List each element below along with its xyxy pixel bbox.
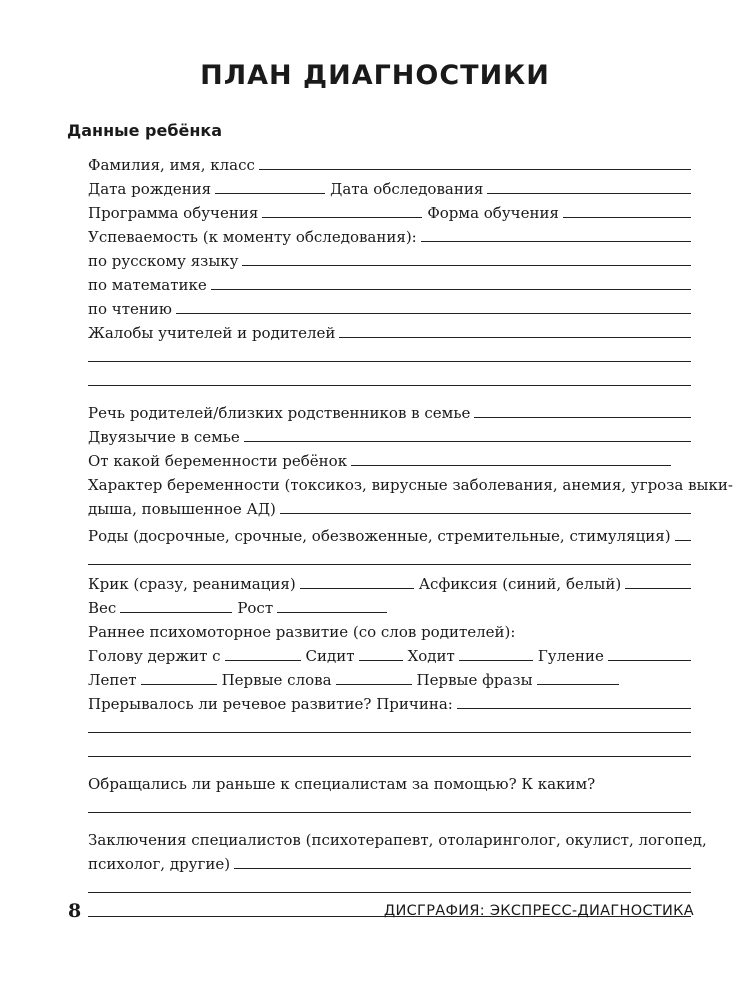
form-row <box>88 713 691 737</box>
field-label: Фамилия, имя, класс <box>88 156 255 174</box>
field-label: дыша, повышенное АД) <box>88 500 276 518</box>
field-label: Двуязычие в семье <box>88 428 240 446</box>
form-row <box>88 518 691 545</box>
birth-field[interactable] <box>675 540 691 541</box>
form-row <box>88 318 691 342</box>
field-label: Гуление <box>537 647 604 665</box>
field-label: по русскому языку <box>88 252 239 270</box>
pregnancy-number-field[interactable] <box>351 465 671 466</box>
field-label: Ходит <box>407 647 455 665</box>
field-label: Первые фразы <box>416 671 533 689</box>
complaints-field-line[interactable] <box>88 385 691 386</box>
field-label: Заключения специалистов (психотерапевт, отоларинголог, окулист, логопед, <box>88 831 707 849</box>
weight-field[interactable] <box>120 612 232 613</box>
field-label: Успеваемость (к моменту обследования): <box>88 228 417 246</box>
complaints-field[interactable] <box>339 337 691 338</box>
conclusions-field-line[interactable] <box>88 892 691 893</box>
study-form-field[interactable] <box>563 217 691 218</box>
walks-field[interactable] <box>459 660 533 661</box>
first-phrases-field[interactable] <box>537 684 619 685</box>
form-row <box>88 294 691 318</box>
form-row <box>88 342 691 366</box>
field-label: Сидит <box>305 647 355 665</box>
form-row <box>88 366 691 390</box>
form-row <box>88 593 691 617</box>
running-title: ДИСГРАФИЯ: ЭКСПРЕСС-ДИАГНОСТИКА <box>383 903 694 919</box>
field-label: От какой беременности ребёнок <box>88 452 348 470</box>
field-label: по чтению <box>88 300 172 318</box>
field-label: психолог, другие) <box>88 855 231 873</box>
conclusions-field[interactable] <box>234 868 691 869</box>
exam-date-field[interactable] <box>487 193 691 194</box>
cooing-field[interactable] <box>608 660 691 661</box>
form-row <box>88 174 691 198</box>
form-row <box>88 873 691 897</box>
field-label: Голову держит с <box>88 647 221 665</box>
form-row <box>88 446 691 470</box>
speech-interrupted-field-line[interactable] <box>88 732 691 733</box>
babbling-field[interactable] <box>141 684 217 685</box>
page-title: ПЛАН ДИАГНОСТИКИ <box>200 60 550 91</box>
birth-date-field[interactable] <box>215 193 325 194</box>
form-row <box>88 222 691 246</box>
form-row <box>88 470 733 494</box>
form-row <box>88 737 691 761</box>
bilingual-field[interactable] <box>244 441 691 442</box>
form-row <box>88 422 691 446</box>
field-label: Лепет <box>88 671 137 689</box>
field-label: Крик (сразу, реанимация) <box>88 575 296 593</box>
cry-field[interactable] <box>300 588 414 589</box>
form-row <box>88 641 691 665</box>
complaints-field-line[interactable] <box>88 361 691 362</box>
asphyxia-field[interactable] <box>625 588 691 589</box>
field-label: Вес <box>88 599 117 617</box>
field-label: Раннее психомоторное развитие (со слов родителей): <box>88 623 516 641</box>
field-label: Рост <box>237 599 274 617</box>
speech-interrupted-field[interactable] <box>457 708 691 709</box>
family-speech-field[interactable] <box>474 417 691 418</box>
first-words-field[interactable] <box>336 684 412 685</box>
diagnostic-form <box>88 150 733 921</box>
form-row <box>88 665 691 689</box>
progress-field[interactable] <box>421 241 691 242</box>
form-row <box>88 569 691 593</box>
field-label: Роды (досрочные, срочные, обезвоженные, стремительные, стимуляция) <box>88 527 671 545</box>
page-number: 8 <box>68 900 82 922</box>
specialists-field-line[interactable] <box>88 812 691 813</box>
birth-field-line[interactable] <box>88 564 691 565</box>
form-row <box>88 825 707 849</box>
field-label: Дата рождения <box>88 180 212 198</box>
holds-head-field[interactable] <box>225 660 301 661</box>
field-label: Жалобы учителей и родителей <box>88 324 336 342</box>
form-row <box>88 689 691 713</box>
field-label: Характер беременности (токсикоз, вирусные заболевания, анемия, угроза выки- <box>88 476 733 494</box>
form-row <box>88 849 691 873</box>
pregnancy-nature-field[interactable] <box>280 513 691 514</box>
speech-interrupted-field-line[interactable] <box>88 756 691 757</box>
form-row <box>88 545 691 569</box>
field-label: Дата обследования <box>330 180 484 198</box>
russian-grade-field[interactable] <box>242 265 691 266</box>
form-row <box>88 769 691 793</box>
form-row <box>88 246 691 270</box>
field-label: Асфиксия (синий, белый) <box>418 575 622 593</box>
program-field[interactable] <box>262 217 422 218</box>
name-class-field[interactable] <box>259 169 691 170</box>
form-row <box>88 793 691 817</box>
form-row <box>88 494 691 518</box>
field-label: Форма обучения <box>427 204 559 222</box>
field-label: Речь родителей/близких родственников в семье <box>88 404 471 422</box>
form-row <box>88 617 691 641</box>
form-row <box>88 198 691 222</box>
sits-field[interactable] <box>359 660 403 661</box>
field-label: Прерывалось ли речевое развитие? Причина: <box>88 695 453 713</box>
reading-grade-field[interactable] <box>176 313 691 314</box>
field-label: Обращались ли раньше к специалистам за помощью? К каким? <box>88 775 596 793</box>
form-row <box>88 150 691 174</box>
form-row <box>88 398 691 422</box>
field-label: Первые слова <box>221 671 332 689</box>
height-field[interactable] <box>277 612 387 613</box>
field-label: Программа обучения <box>88 204 259 222</box>
math-grade-field[interactable] <box>211 289 691 290</box>
field-label: по математике <box>88 276 207 294</box>
form-row <box>88 270 691 294</box>
section-heading: Данные ребёнка <box>67 121 223 140</box>
